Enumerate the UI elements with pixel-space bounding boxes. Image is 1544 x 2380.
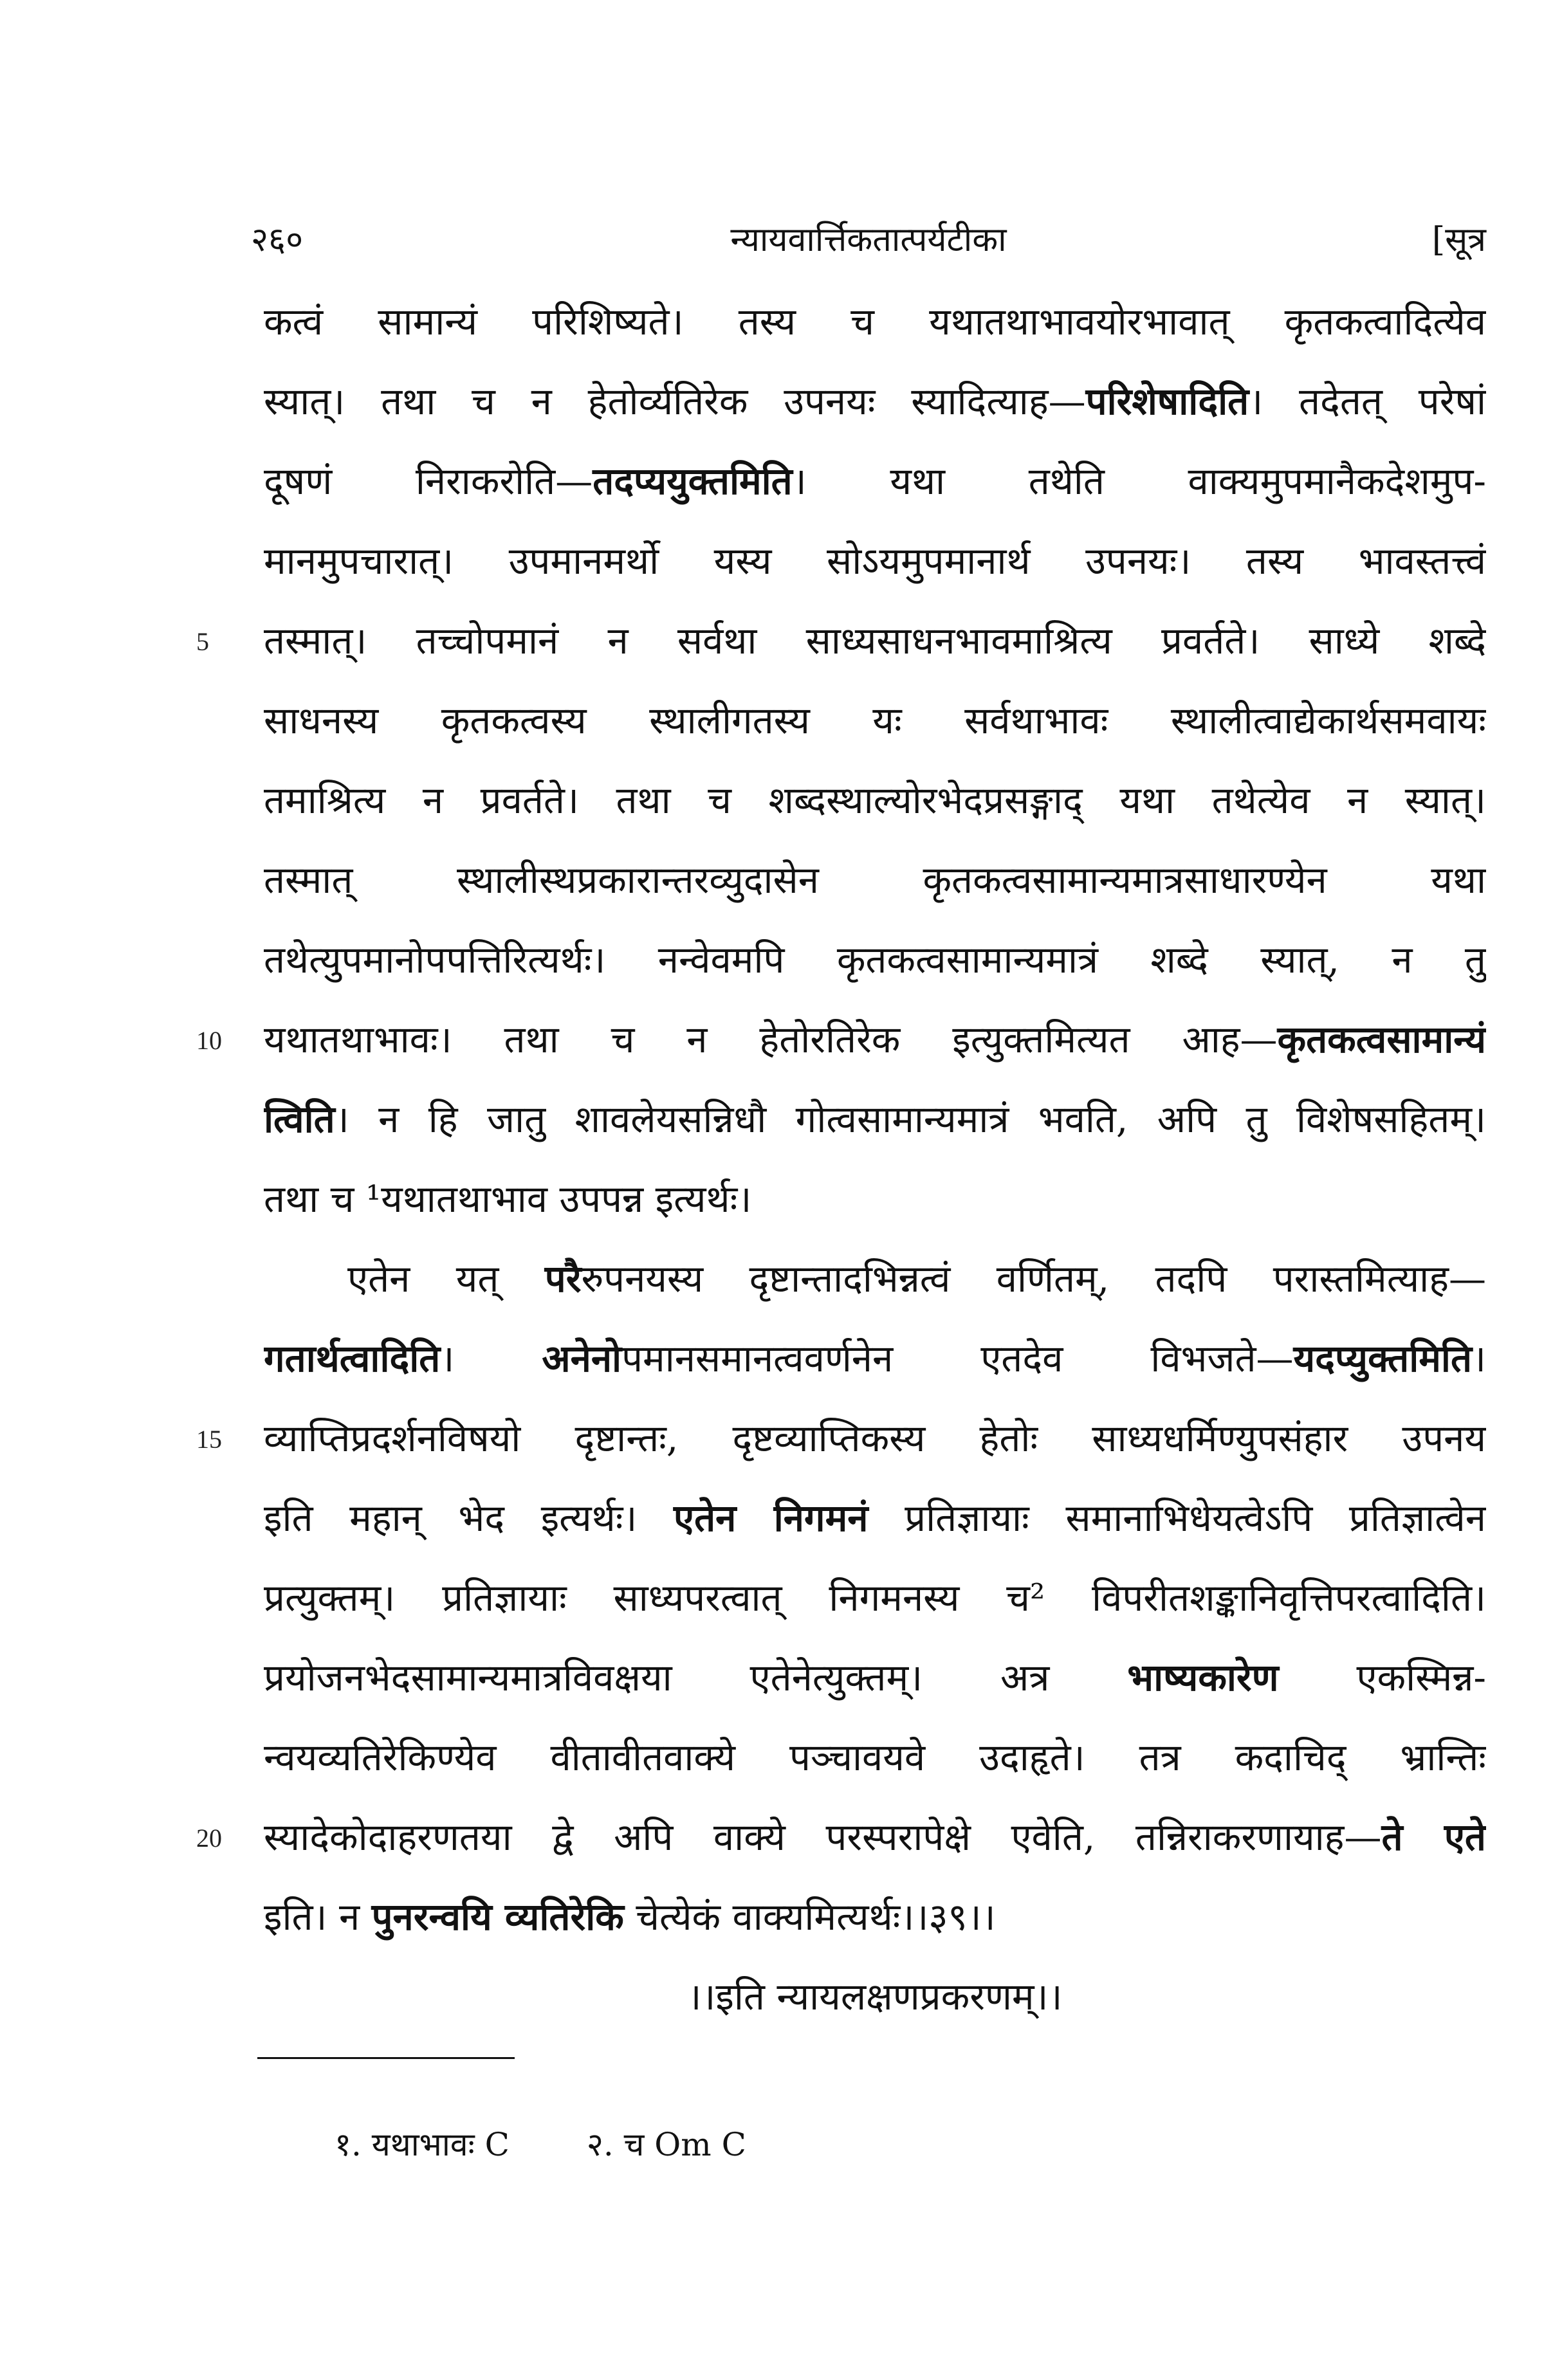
text-line (264, 760, 1486, 840)
text-segment: व्याप्तिप्रदर्शनविषयो दृष्टान्तः, दृष्टव्याप्तिकस्य हेतोः साध्यधर्मिण्युपसंहार उपनय (264, 1416, 1486, 1460)
line-number: 10 (196, 1026, 222, 1055)
footnotes (335, 2121, 823, 2165)
text-segment: रुपनयस्य दृष्टान्तादभिन्नत्वं वर्णितम्, तदपि परास्तमित्याह— (581, 1257, 1486, 1301)
text-segment: । यथा तथेति वाक्यमुपमानैकदेशमुप- (792, 459, 1486, 503)
text-segment: तथा च ¹यथातथाभाव उपपन्न इत्यर्थः। (264, 1177, 752, 1221)
bold-text: अनेनो (542, 1337, 622, 1380)
text-line (264, 681, 1486, 760)
page-number: २६० (251, 221, 304, 259)
text-segment: साधनस्य कृतकत्वस्य स्थालीगतस्य यः सर्वथाभावः स्थालीत्वाद्येकार्थसमवायः (264, 699, 1486, 742)
text-segment: तमाश्रित्य न प्रवर्तते। तथा च शब्दस्थाल्योरभेदप्रसङ्गाद् यथा तथेत्येव न स्यात्। (264, 778, 1486, 822)
bold-text: भाष्यकारेण (1127, 1656, 1279, 1699)
section-marker: [सूत्र (1431, 221, 1486, 259)
text-line (264, 1558, 1486, 1638)
text-segment: तथेत्युपमानोपपत्तिरित्यर्थः। नन्वेवमपि कृतकत्वसामान्यमात्रं शब्दे स्यात्, न तु (264, 938, 1486, 982)
line-number: 5 (196, 627, 209, 656)
running-title: न्यायवार्त्तिकतात्पर्यटीका (730, 221, 1007, 259)
bold-text: गतार्थत्वादिति (264, 1337, 441, 1380)
text-line (264, 601, 1486, 681)
page-header (251, 215, 1486, 273)
text-segment: प्रयोजनभेदसामान्यमात्रविवक्षया एतेनेत्युक्तम्। अत्र (264, 1656, 1128, 1699)
bold-text: यदप्युक्तमिति (1293, 1337, 1473, 1380)
text-segment: । (440, 1337, 542, 1380)
text-line (264, 1717, 1486, 1797)
text-segment: ।।इति न्यायलक्षणप्रकरणम्।। (687, 1975, 1063, 2018)
bold-text: त्विति (264, 1097, 335, 1141)
text-line (264, 1079, 1486, 1159)
text-segment: इति। न (264, 1895, 372, 1939)
bold-text: ते एते (1381, 1815, 1486, 1859)
text-segment: तस्मात्। तच्चोपमानं न सर्वथा साध्यसाधनभावमाश्रित्य प्रवर्तते। साध्ये शब्दे (264, 619, 1486, 663)
text-line (264, 840, 1486, 920)
text-line (264, 1638, 1486, 1717)
text-segment: एकस्मिन्न- (1278, 1656, 1486, 1699)
text-segment: दूषणं निराकरोति— (264, 459, 593, 503)
line-number: 15 (196, 1425, 222, 1454)
footnote: २. च Om C (586, 2126, 746, 2163)
text-segment: तस्मात् स्थालीस्थप्रकारान्तरव्युदासेन कृतकत्वसामान्यमात्रसाधारण्येन यथा (264, 858, 1486, 902)
text-segment: स्यादेकोदाहरणतया द्वे अपि वाक्ये परस्परापेक्षे एवेति, तन्निराकरणायाह— (264, 1815, 1382, 1859)
text-line (264, 1877, 1486, 1957)
bold-text: कृतकत्वसामान्यं (1277, 1018, 1486, 1061)
bold-text: तदप्ययुक्तमिति (593, 459, 793, 503)
text-segment: । न हि जातु शावलेयसन्निधौ गोत्वसामान्यमात्रं भवति, अपि तु विशेषसहितम्। (335, 1097, 1486, 1141)
text-segment: स्यात्। तथा च न हेतोर्व्यतिरेक उपनयः स्यादित्याह— (264, 380, 1086, 423)
line-number: 20 (196, 1824, 222, 1853)
text-segment: । तदेतत् परेषां (1249, 380, 1486, 423)
text-line (264, 1159, 1486, 1239)
text-line (264, 521, 1486, 601)
text-segment: प्रतिज्ञायाः समानाभिधेयत्वेऽपि प्रतिज्ञात्वेन (868, 1496, 1486, 1540)
bold-text: एतेन निगमनं (674, 1496, 868, 1540)
text-segment: एतेन यत् (347, 1257, 545, 1301)
text-line (264, 1478, 1486, 1558)
text-segment: । (1472, 1337, 1486, 1380)
body-text (264, 282, 1486, 2037)
text-line (264, 920, 1486, 1000)
text-line (264, 1957, 1486, 2037)
text-segment: चेत्येकं वाक्यमित्यर्थः।।३९।। (623, 1895, 996, 1939)
text-line (264, 1319, 1486, 1398)
text-line (264, 362, 1486, 441)
text-line (264, 1000, 1486, 1079)
text-line (264, 282, 1486, 362)
bold-text: परै (544, 1257, 582, 1301)
text-segment: कत्वं सामान्यं परिशिष्यते। तस्य च यथातथाभावयोरभावात् कृतकत्वादित्येव (264, 300, 1486, 343)
text-segment: मानमुपचारात्। उपमानमर्थो यस्य सोऽयमुपमानार्थ उपनयः। तस्य भावस्तत्त्वं (264, 539, 1486, 583)
text-line (264, 1239, 1486, 1319)
text-line (264, 441, 1486, 521)
text-segment: प्रत्युक्तम्। प्रतिज्ञायाः साध्यपरत्वात् निगमनस्य च² विपरीतशङ्कानिवृत्तिपरत्वादिति। (264, 1576, 1486, 1620)
text-segment: इति महान् भेद इत्यर्थः। (264, 1496, 674, 1540)
bold-text: पुनरन्वयि व्यतिरेकि (371, 1895, 624, 1939)
text-segment: पमानसमानत्ववर्णनेन एतदेव विभजते— (621, 1337, 1294, 1380)
text-line (264, 1398, 1486, 1478)
footnote: १. यथाभावः C (335, 2126, 510, 2163)
text-segment: यथातथाभावः। तथा च न हेतोरतिरेक इत्युक्तमित्यत आह— (264, 1018, 1278, 1061)
footnote-rule (257, 2057, 515, 2059)
bold-text: परिशेषादिति (1085, 380, 1249, 423)
text-segment: न्वयव्यतिरेकिण्येव वीतावीतवाक्ये पञ्चावयवे उदाहृते। तत्र कदाचिद् भ्रान्तिः (264, 1735, 1486, 1779)
text-line (264, 1797, 1486, 1877)
